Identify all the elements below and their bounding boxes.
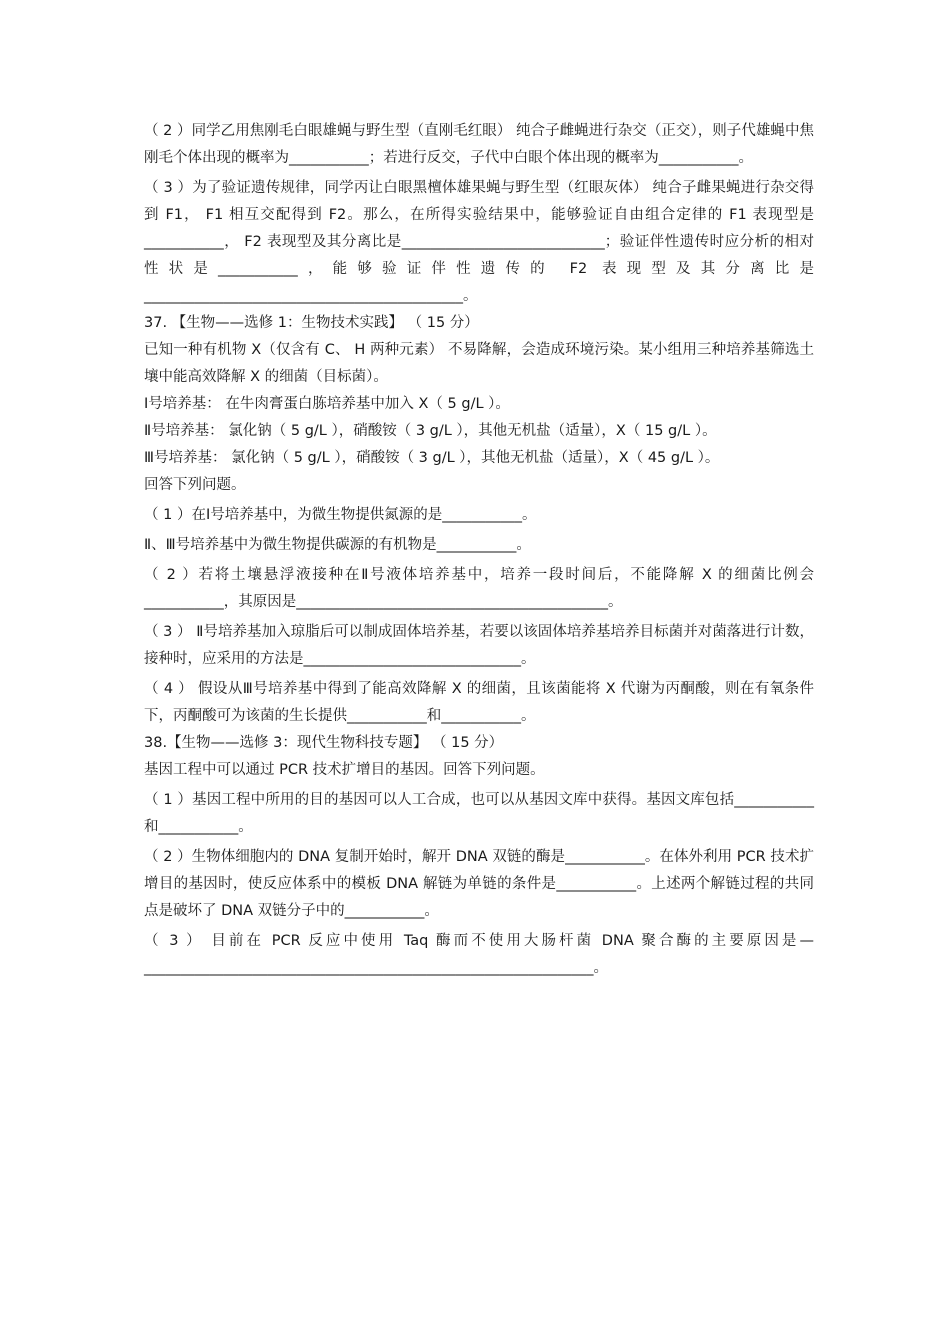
paragraph: 已知一种有机物 X（仅含有 C、 H 两种元素） 不易降解，会造成环境污染。某小组用三种培养基筛选土壤中能高效降解 X 的细菌（目标菌）。 [144,342,814,385]
paragraph: （ 3 ） Ⅱ号培养基加入琼脂后可以制成固体培养基，若要以该固体培养基培养目标菌并对菌落进行计数，接种时，应采用的方法是______________________________。 [144,624,814,667]
paragraph: （ 1 ）基因工程中所用的目的基因可以人工合成，也可以从基因文库中获得。基因文库包括___________和___________。 [144,792,814,835]
paragraph: Ⅰ号培养基： 在牛肉膏蛋白胨培养基中加入 X（ 5 g/L ）。 [144,396,510,412]
paragraph: （ 2 ）若将土壤悬浮液接种在Ⅱ号液体培养基中，培养一段时间后，不能降解 X 的细菌比例会___________，其原因是___________________________________________。 [144,567,814,610]
document-page [144,118,814,982]
paragraph: （ 3 ）为了验证遗传规律，同学丙让白眼黑檀体雄果蝇与野生型（红眼灰体） 纯合子雌果蝇进行杂交得到 F1， F1 相互交配得到 F2。那么，在所得实验结果中，能够验证自由组合定律的 F1 表现型是___________， F2 表现型及其分离比是____________________________；验证伴性遗传时应分析的相对性状是___________，能够验证伴性遗传的 F2 表现型及其分离比是____________________________________________。 [144,180,814,304]
paragraph: Ⅱ号培养基： 氯化钠（ 5 g/L ），硝酸铵（ 3 g/L ），其他无机盐（适量），X（ 15 g/L ）。 [144,423,717,439]
paragraph: 38.【生物——选修 3：现代生物科技专题】 （ 15 分） [144,735,504,751]
paragraph: （ 1 ）在Ⅰ号培养基中，为微生物提供氮源的是___________。 [144,507,537,523]
paragraph: （ 2 ）生物体细胞内的 DNA 复制开始时，解开 DNA 双链的酶是___________。在体外利用 PCR 技术扩增目的基因时，使反应体系中的模板 DNA 解链为单链的条件是___________。上述两个解链过程的共同点是破坏了 DNA 双链分子中的___________。 [144,849,814,919]
paragraph: （ 3 ） 目前在 PCR 反应中使用 Taq 酶而不使用大肠杆菌 DNA 聚合酶的主要原因是—______________________________________________________________。 [144,933,814,976]
paragraph: 基因工程中可以通过 PCR 技术扩增目的基因。回答下列问题。 [144,762,545,778]
paragraph: 回答下列问题。 [144,477,246,493]
paragraph: （ 2 ）同学乙用焦刚毛白眼雄蝇与野生型（直刚毛红眼） 纯合子雌蝇进行杂交（正交），则子代雄蝇中焦刚毛个体出现的概率为___________；若进行反交，子代中白眼个体出现的概率为___________。 [144,123,814,166]
paragraph: Ⅲ号培养基： 氯化钠（ 5 g/L ），硝酸铵（ 3 g/L ），其他无机盐（适量），X（ 45 g/L ）。 [144,450,720,466]
paragraph: 37. 【生物——选修 1：生物技术实践】 （ 15 分） [144,315,479,331]
paragraph: （ 4 ） 假设从Ⅲ号培养基中得到了能高效降解 X 的细菌，且该菌能将 X 代谢为丙酮酸，则在有氧条件下，丙酮酸可为该菌的生长提供___________和___________。 [144,681,814,724]
paragraph: Ⅱ、Ⅲ号培养基中为微生物提供碳源的有机物是___________。 [144,537,531,553]
